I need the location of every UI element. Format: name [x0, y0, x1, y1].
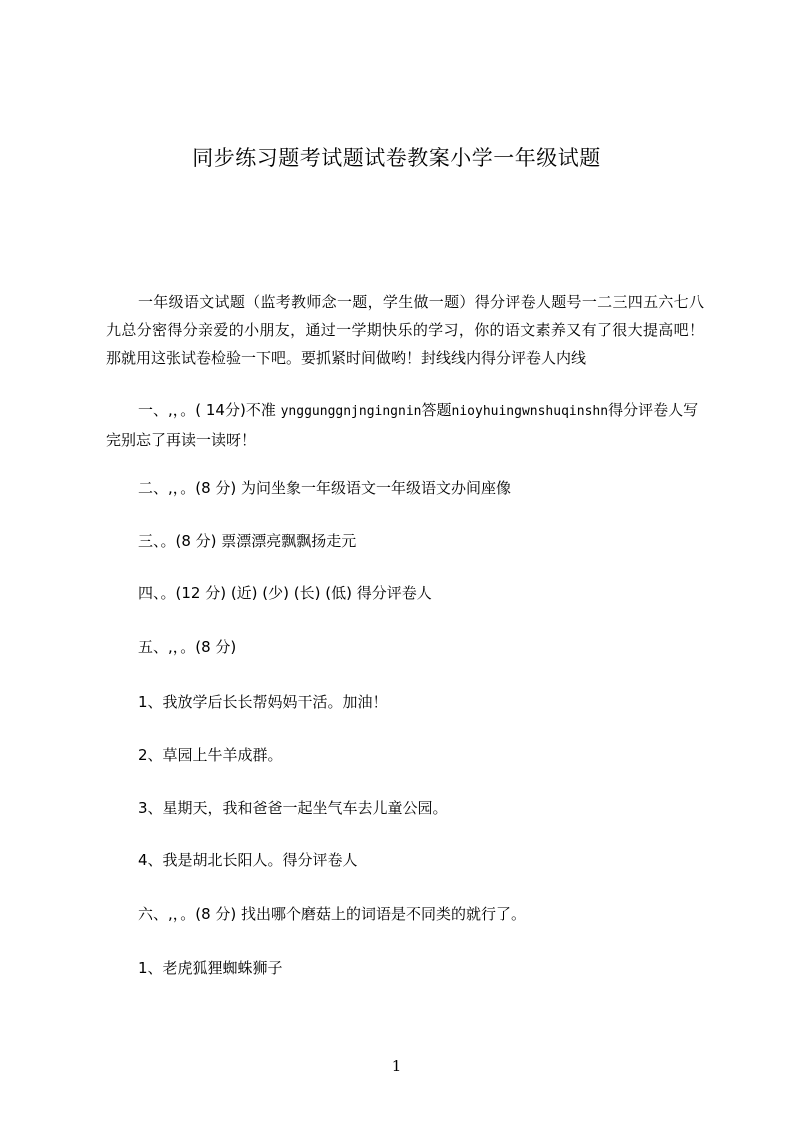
section-5-item-4: 4、我是胡北长阳人。得分评卷人: [138, 851, 358, 869]
document-title: 同步练习题考试题试卷教案小学一年级试题: [192, 146, 601, 170]
page-number: 1: [391, 1057, 402, 1075]
section-3-paragraph: 三、。(8 分) 票漂漂亮飘飘扬走元: [138, 532, 357, 550]
section-2-paragraph: 二、,，。(8 分) 为问坐象一年级语文一年级语文办间座像: [138, 479, 512, 497]
section-1-suffix: 得分评卷人写完别忘了再读一读呀！: [106, 401, 699, 449]
section-6-item-1: 1、老虎狐狸蜘蛛狮子: [138, 959, 283, 977]
section-1-pinyin-1: ynggunggnjngingnin: [280, 404, 422, 419]
section-5-item-1: 1、我放学后长长帮妈妈干活。加油！: [138, 693, 388, 711]
section-4-paragraph: 四、。(12 分) (近) (少) (长) (低) 得分评卷人: [138, 584, 432, 602]
intro-paragraph: 一年级语文试题（监考教师念一题，学生做一题）得分评卷人题号一二三四五六七八九总分密得分亲爱的小朋友，通过一学期快乐的学习，你的语文素养又有了很大提高吧！那就用这张试卷检验一下吧。要抓紧时间做哟！封线线内得分评卷人内线: [106, 293, 704, 367]
section-5-item-3: 3、星期天，我和爸爸一起坐气车去儿童公园。: [138, 799, 448, 817]
section-1-prefix: 一、,，。( 14分)不准: [138, 401, 281, 419]
section-5-paragraph: 五、,，。(8 分): [138, 638, 237, 656]
section-6-paragraph: 六、,，。(8 分) 找出哪个磨菇上的词语是不同类的就行了。: [138, 905, 527, 923]
section-5-item-2: 2、草园上牛羊成群。: [138, 746, 283, 764]
section-1-middle: 答题: [421, 401, 452, 419]
section-1-paragraph: [106, 396, 704, 454]
section-1-pinyin-2: nioyhuingwnshuqinshn: [451, 404, 609, 419]
